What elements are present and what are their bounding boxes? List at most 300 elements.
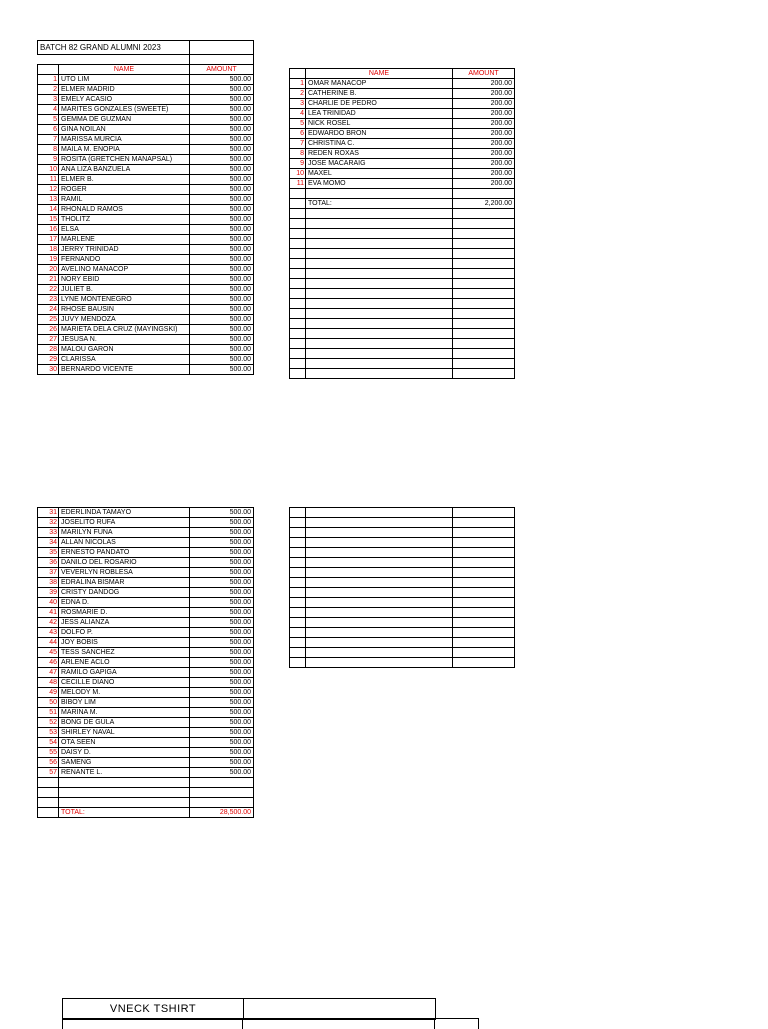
contributor-name: RAMILO GAPIGA [59,668,190,678]
empty-row [290,528,515,538]
row-number: 44 [38,638,59,648]
empty-row [290,239,515,249]
contributor-name: MAXEL [306,169,453,179]
contribution-amount: 200.00 [453,149,515,159]
contribution-amount: 500.00 [190,145,254,155]
table-row [38,708,254,718]
row-number: 21 [38,275,59,285]
row-number: 33 [38,528,59,538]
contribution-amount: 500.00 [190,678,254,688]
row-number: 35 [38,548,59,558]
contribution-amount: 500.00 [190,85,254,95]
contributor-name: CHRISTINA C. [306,139,453,149]
row-number: 11 [290,179,306,189]
empty-row [290,608,515,618]
contribution-amount: 500.00 [190,345,254,355]
contributor-name: EVA MOMO [306,179,453,189]
table-row [38,345,254,355]
contributor-name: EMELY ACASIO [59,95,190,105]
empty-row [290,289,515,299]
contribution-amount: 500.00 [190,728,254,738]
row-number: 17 [38,235,59,245]
row-number: 10 [38,165,59,175]
contribution-amount: 500.00 [190,648,254,658]
table-row [38,628,254,638]
contributor-name: JOSE MACARAIG [306,159,453,169]
contribution-amount: 200.00 [453,169,515,179]
empty-row [290,548,515,558]
table-row [38,95,254,105]
table-row [290,149,515,159]
table-row [290,79,515,89]
table-row [38,758,254,768]
empty-row [290,339,515,349]
empty-row [290,189,515,199]
contributor-name: CHARLIE DE PEDRO [306,99,453,109]
row-number: 11 [38,175,59,185]
table-row [38,185,254,195]
contribution-amount: 500.00 [190,205,254,215]
contributor-name: SHIRLEY NAVAL [59,728,190,738]
total-row [290,199,515,209]
contributor-name: LEA TRINIDAD [306,109,453,119]
table-row [38,235,254,245]
table-row [38,85,254,95]
contribution-amount: 500.00 [190,578,254,588]
row-number: 43 [38,628,59,638]
contribution-amount: 500.00 [190,75,254,85]
contributor-name: DAISY D. [59,748,190,758]
row-number: 55 [38,748,59,758]
empty-row [290,618,515,628]
row-number: 3 [290,99,306,109]
row-number: 27 [38,335,59,345]
table-row [38,215,254,225]
contributor-name: ROSMARIE D. [59,608,190,618]
table-row [38,638,254,648]
empty-row [290,329,515,339]
contributor-name: RENANTE L. [59,768,190,778]
contributor-name: GINA NOILAN [59,125,190,135]
table-row [38,718,254,728]
table-row [290,179,515,189]
empty-row [290,219,515,229]
empty-row [290,259,515,269]
empty-row [290,229,515,239]
vneck-tshirt-title: VNECK TSHIRT [63,999,244,1019]
contribution-amount: 500.00 [190,95,254,105]
contribution-amount: 500.00 [190,235,254,245]
table-row [38,105,254,115]
contribution-amount: 500.00 [190,125,254,135]
table-row [38,315,254,325]
contribution-amount: 500.00 [190,558,254,568]
empty-row [38,788,254,798]
row-number: 22 [38,285,59,295]
contributors-table-200 [289,68,515,379]
contribution-amount: 500.00 [190,275,254,285]
table-row [290,129,515,139]
contribution-amount: 500.00 [190,315,254,325]
contribution-amount: 500.00 [190,738,254,748]
contributor-name: ROGER [59,185,190,195]
contributor-name: GEMMA DE GUZMAN [59,115,190,125]
table-row [38,295,254,305]
contribution-amount: 500.00 [190,658,254,668]
empty-row [290,648,515,658]
contribution-amount: 200.00 [453,119,515,129]
row-number: 8 [38,145,59,155]
contributor-name: CATHERINE B. [306,89,453,99]
row-number: 1 [38,75,59,85]
table-row [38,305,254,315]
row-number: 25 [38,315,59,325]
contribution-amount: 500.00 [190,175,254,185]
table-row [38,648,254,658]
empty-row [290,249,515,259]
row-number: 39 [38,588,59,598]
row-number: 42 [38,618,59,628]
table-row [38,508,254,518]
row-number: 10 [290,169,306,179]
empty-row [290,309,515,319]
contributor-name: JOY BOBIS [59,638,190,648]
table-row [290,139,515,149]
row-number: 54 [38,738,59,748]
empty-row [290,578,515,588]
contributor-name: JESS ALIANZA [59,618,190,628]
table-row [38,588,254,598]
empty-row [290,279,515,289]
table-row [290,169,515,179]
empty-row [290,538,515,548]
contribution-amount: 500.00 [190,598,254,608]
contributor-name: THOLITZ [59,215,190,225]
contributor-name: ALLAN NICOLAS [59,538,190,548]
contributor-name: AVELINO MANACOP [59,265,190,275]
row-number: 12 [38,185,59,195]
row-number: 13 [38,195,59,205]
row-number: 41 [38,608,59,618]
table-row [38,205,254,215]
row-number: 20 [38,265,59,275]
empty-row [290,508,515,518]
row-number: 6 [38,125,59,135]
contribution-amount: 200.00 [453,159,515,169]
name-column-header: NAME [59,65,190,75]
row-number: 8 [290,149,306,159]
contributor-name: NORY EBID [59,275,190,285]
contributor-name: OTA SEEN [59,738,190,748]
contribution-amount: 500.00 [190,538,254,548]
table-row [290,159,515,169]
row-number: 19 [38,255,59,265]
contribution-amount: 500.00 [190,688,254,698]
row-number: 38 [38,578,59,588]
contributor-name: UTO LIM [59,75,190,85]
row-number: 36 [38,558,59,568]
row-number: 47 [38,668,59,678]
contributor-name: EDWARDO BRON [306,129,453,139]
empty-row [290,658,515,668]
table-row [38,618,254,628]
table-row [38,548,254,558]
contributor-name: VEVERLYN ROBLESA [59,568,190,578]
table-row [38,748,254,758]
table-row [38,568,254,578]
contributor-name: BIBOY LIM [59,698,190,708]
row-number: 4 [290,109,306,119]
table-row [38,658,254,668]
contribution-amount: 500.00 [190,668,254,678]
row-number: 50 [38,698,59,708]
contributor-name: OMAR MANACOP [306,79,453,89]
row-number: 24 [38,305,59,315]
total-value: 28,500.00 [190,808,254,818]
contribution-amount: 200.00 [453,99,515,109]
contributor-name: SAMENG [59,758,190,768]
contribution-amount: 500.00 [190,718,254,728]
amount-column-header: AMOUNT [453,69,515,79]
total-label: TOTAL: [306,199,453,209]
table-row [38,518,254,528]
contributor-name: ELMER MADRID [59,85,190,95]
table-row [38,265,254,275]
contributor-name: JOSELITO RUFA [59,518,190,528]
table-row [38,145,254,155]
empty-row [290,209,515,219]
contribution-amount: 500.00 [190,618,254,628]
contribution-amount: 500.00 [190,325,254,335]
table-row [38,365,254,375]
contributor-name: ERNESTO PANDATO [59,548,190,558]
contribution-amount: 500.00 [190,265,254,275]
contributor-name: MALOU GARON [59,345,190,355]
empty-row [290,518,515,528]
table-row [38,698,254,708]
row-number: 37 [38,568,59,578]
contributor-name: MARIETA DELA CRUZ (MAYINGSKI) [59,325,190,335]
row-number: 6 [290,129,306,139]
table-row [38,768,254,778]
empty-row [290,628,515,638]
contributor-name: ELMER B. [59,175,190,185]
row-number: 16 [38,225,59,235]
contribution-amount: 500.00 [190,105,254,115]
contributor-name: MARINA M. [59,708,190,718]
contribution-amount: 500.00 [190,135,254,145]
amount-column-header: AMOUNT [190,65,254,75]
contributor-name: JUVY MENDOZA [59,315,190,325]
row-number: 32 [38,518,59,528]
empty-row [290,598,515,608]
row-number: 2 [38,85,59,95]
table-row [38,678,254,688]
table-row [38,688,254,698]
table-row [38,195,254,205]
contributor-name: ELSA [59,225,190,235]
contributor-name: CLARISSA [59,355,190,365]
table-row [38,175,254,185]
row-number: 15 [38,215,59,225]
empty-row [290,588,515,598]
contribution-amount: 500.00 [190,568,254,578]
contributor-name: JESUSA N. [59,335,190,345]
contributor-name: REDEN ROXAS [306,149,453,159]
contribution-amount: 500.00 [190,295,254,305]
contribution-amount: 500.00 [190,155,254,165]
empty-row [290,269,515,279]
table-row [38,75,254,85]
row-number: 52 [38,718,59,728]
contributor-name: ROSITA (GRETCHEN MANAPSAL) [59,155,190,165]
contribution-amount: 500.00 [190,638,254,648]
contribution-amount: 500.00 [190,608,254,618]
contribution-amount: 500.00 [190,548,254,558]
contributor-name: LYNE MONTENEGRO [59,295,190,305]
table-row [38,275,254,285]
row-number: 3 [38,95,59,105]
row-number: 29 [38,355,59,365]
name-column-header: NAME [306,69,453,79]
contributor-name: RHONALD RAMOS [59,205,190,215]
contribution-amount: 500.00 [190,285,254,295]
row-number: 5 [290,119,306,129]
contributor-name: ANA LIZA BANZUELA [59,165,190,175]
empty-row [290,558,515,568]
contributor-name: MARLENE [59,235,190,245]
contributor-name: EDRALINA BISMAR [59,578,190,588]
contributor-name: BONG DE GULA [59,718,190,728]
row-number: 5 [38,115,59,125]
row-number: 53 [38,728,59,738]
contribution-amount: 500.00 [190,165,254,175]
table-row [38,528,254,538]
table-row [38,155,254,165]
contribution-amount: 200.00 [453,179,515,189]
table-row [38,355,254,365]
empty-row [38,778,254,788]
contribution-amount: 500.00 [190,255,254,265]
contributor-name: NICK ROSEL [306,119,453,129]
contribution-amount: 500.00 [190,355,254,365]
contribution-amount: 200.00 [453,89,515,99]
row-number: 26 [38,325,59,335]
table-row [290,109,515,119]
row-number: 46 [38,658,59,668]
contribution-amount: 200.00 [453,109,515,119]
contributor-name: MELODY M. [59,688,190,698]
table-row [38,165,254,175]
row-number: 31 [38,508,59,518]
table-row [38,325,254,335]
row-number: 57 [38,768,59,778]
table-row [38,538,254,548]
row-number: 9 [38,155,59,165]
table-row [38,255,254,265]
total-value: 2,200.00 [453,199,515,209]
contributor-name: FERNANDO [59,255,190,265]
contributor-name: RAMIL [59,195,190,205]
contributors-table-500-part1 [37,40,254,375]
contribution-amount: 500.00 [190,508,254,518]
contributors-table-500-part2 [37,507,254,818]
row-number: 45 [38,648,59,658]
empty-row [290,299,515,309]
contribution-amount: 500.00 [190,708,254,718]
table-row [38,125,254,135]
empty-row [290,359,515,369]
contribution-amount: 500.00 [190,588,254,598]
contribution-amount: 500.00 [190,195,254,205]
empty-row [290,319,515,329]
empty-row [38,798,254,808]
table-row [290,99,515,109]
table-row [38,558,254,568]
contributor-name: CECILLE DIANO [59,678,190,688]
contribution-amount: 500.00 [190,225,254,235]
row-number: 7 [38,135,59,145]
contribution-amount: 500.00 [190,628,254,638]
table-row [290,89,515,99]
row-number: 48 [38,678,59,688]
contributor-name: TESS SANCHEZ [59,648,190,658]
row-number: 2 [290,89,306,99]
table-row [38,115,254,125]
empty-row [290,369,515,379]
row-number: 14 [38,205,59,215]
empty-row [290,349,515,359]
row-number: 34 [38,538,59,548]
contribution-amount: 500.00 [190,115,254,125]
contribution-amount: 500.00 [190,215,254,225]
contributor-name: MARILYN FUNA [59,528,190,538]
table-row [38,578,254,588]
table-row [38,668,254,678]
empty-row [290,638,515,648]
contributor-name: CRISTY DANDOG [59,588,190,598]
table-row [38,728,254,738]
contributor-name: BERNARDO VICENTE [59,365,190,375]
empty-grid-table [289,507,515,668]
row-number: 30 [38,365,59,375]
table-row [38,135,254,145]
table-row [290,119,515,129]
row-number: 7 [290,139,306,149]
contributor-name: EDERLINDA TAMAYO [59,508,190,518]
table-row [38,335,254,345]
empty-row [290,568,515,578]
contribution-amount: 500.00 [190,518,254,528]
contributor-name: MARITES GONZALES (SWEETE) [59,105,190,115]
row-number: 4 [38,105,59,115]
table-row [38,245,254,255]
contributor-name: EDNA D. [59,598,190,608]
contributor-name: ARLENE ACLO [59,658,190,668]
row-number: 51 [38,708,59,718]
table-row [38,738,254,748]
row-number: 1 [290,79,306,89]
row-number: 56 [38,758,59,768]
contribution-amount: 500.00 [190,748,254,758]
row-number: 49 [38,688,59,698]
table-row [38,598,254,608]
total-label: TOTAL: [59,808,190,818]
table-row [38,225,254,235]
contributor-name: MARISSA MURCIA [59,135,190,145]
contribution-amount: 500.00 [190,245,254,255]
contribution-amount: 500.00 [190,185,254,195]
